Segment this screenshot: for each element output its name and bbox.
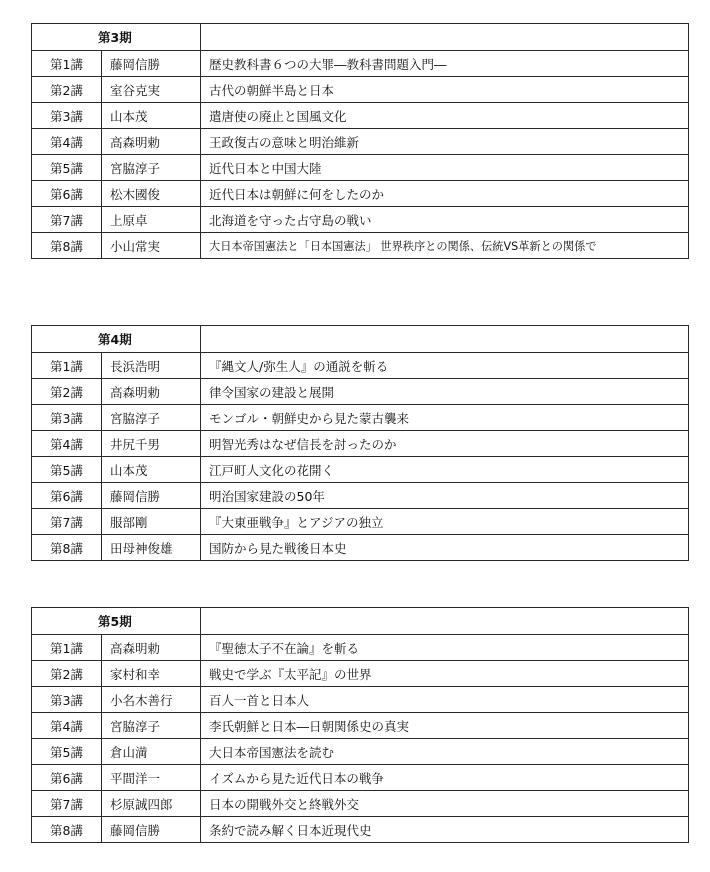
lecturer-name: 小名木善行 bbox=[102, 687, 201, 713]
lecture-number: 第6講 bbox=[32, 765, 102, 791]
lecture-number: 第8講 bbox=[32, 535, 102, 561]
lecture-title: 日本の開戦外交と終戦外交 bbox=[201, 791, 689, 817]
lecture-title: 『聖徳太子不在論』を斬る bbox=[201, 635, 689, 661]
lecturer-name: 小山常実 bbox=[102, 233, 201, 259]
table-row bbox=[32, 817, 689, 843]
lecture-title: 遣唐使の廃止と国風文化 bbox=[201, 103, 689, 129]
header-empty-cell bbox=[201, 608, 689, 635]
lecture-table-term-3 bbox=[31, 23, 689, 259]
lecturer-name: 上原卓 bbox=[102, 207, 201, 233]
table-row bbox=[32, 431, 689, 457]
lecture-number: 第1講 bbox=[32, 51, 102, 77]
lecture-number: 第1講 bbox=[32, 635, 102, 661]
lecture-number: 第8講 bbox=[32, 233, 102, 259]
table-row bbox=[32, 103, 689, 129]
lecturer-name: 室谷克実 bbox=[102, 77, 201, 103]
lecture-number: 第2講 bbox=[32, 661, 102, 687]
lecturer-name: 平間洋一 bbox=[102, 765, 201, 791]
table-row bbox=[32, 687, 689, 713]
lecture-title: 明治国家建設の50年 bbox=[201, 483, 689, 509]
table-row bbox=[32, 51, 689, 77]
period-heading: 第4期 bbox=[32, 326, 201, 353]
lecture-number: 第6講 bbox=[32, 181, 102, 207]
lecture-title: 『縄文人/弥生人』の通説を斬る bbox=[201, 353, 689, 379]
table-header-row bbox=[32, 24, 689, 51]
lecture-title: イズムから見た近代日本の戦争 bbox=[201, 765, 689, 791]
period-heading: 第3期 bbox=[32, 24, 201, 51]
lecture-number: 第3講 bbox=[32, 405, 102, 431]
lecturer-name: 井尻千男 bbox=[102, 431, 201, 457]
lecture-number: 第2講 bbox=[32, 379, 102, 405]
table-row bbox=[32, 181, 689, 207]
table-row bbox=[32, 713, 689, 739]
lecturer-name: 山本茂 bbox=[102, 457, 201, 483]
lecture-number: 第7講 bbox=[32, 791, 102, 817]
lecturer-name: 宮脇淳子 bbox=[102, 405, 201, 431]
lecture-title: 条約で読み解く日本近現代史 bbox=[201, 817, 689, 843]
lecture-number: 第8講 bbox=[32, 817, 102, 843]
table-row bbox=[32, 535, 689, 561]
table-row bbox=[32, 155, 689, 181]
lecture-title: 大日本帝国憲法と「日本国憲法」 世界秩序との関係、伝統VS革新との関係で bbox=[201, 233, 689, 259]
lecture-title: 近代日本と中国大陸 bbox=[201, 155, 689, 181]
lecturer-name: 山本茂 bbox=[102, 103, 201, 129]
lecturer-name: 田母神俊雄 bbox=[102, 535, 201, 561]
lecture-number: 第6講 bbox=[32, 483, 102, 509]
header-empty-cell bbox=[201, 24, 689, 51]
period-heading: 第5期 bbox=[32, 608, 201, 635]
lecture-number: 第4講 bbox=[32, 129, 102, 155]
table-row bbox=[32, 207, 689, 233]
table-header-row bbox=[32, 326, 689, 353]
lecture-title: 歴史教科書６つの大罪―教科書問題入門― bbox=[201, 51, 689, 77]
table-row bbox=[32, 765, 689, 791]
lecture-number: 第5講 bbox=[32, 739, 102, 765]
lecture-number: 第7講 bbox=[32, 207, 102, 233]
lecture-title: 北海道を守った占守島の戦い bbox=[201, 207, 689, 233]
table-row bbox=[32, 791, 689, 817]
table-row bbox=[32, 77, 689, 103]
lecture-title: 大日本帝国憲法を読む bbox=[201, 739, 689, 765]
table-row bbox=[32, 661, 689, 687]
lecturer-name: 宮脇淳子 bbox=[102, 155, 201, 181]
table-row bbox=[32, 457, 689, 483]
table-header-row bbox=[32, 608, 689, 635]
lecture-title: 王政復古の意味と明治維新 bbox=[201, 129, 689, 155]
table-row bbox=[32, 509, 689, 535]
header-empty-cell bbox=[201, 326, 689, 353]
lecture-title: 江戸町人文化の花開く bbox=[201, 457, 689, 483]
lecturer-name: 高森明勅 bbox=[102, 129, 201, 155]
table-row bbox=[32, 635, 689, 661]
lecturer-name: 宮脇淳子 bbox=[102, 713, 201, 739]
lecture-title: モンゴル・朝鮮史から見た蒙古襲来 bbox=[201, 405, 689, 431]
lecturer-name: 松木國俊 bbox=[102, 181, 201, 207]
table-row bbox=[32, 129, 689, 155]
lecture-number: 第4講 bbox=[32, 713, 102, 739]
table-row bbox=[32, 483, 689, 509]
lecture-title: 近代日本は朝鮮に何をしたのか bbox=[201, 181, 689, 207]
lecturer-name: 倉山満 bbox=[102, 739, 201, 765]
lecture-title: 百人一首と日本人 bbox=[201, 687, 689, 713]
lecturer-name: 家村和幸 bbox=[102, 661, 201, 687]
lecture-number: 第3講 bbox=[32, 103, 102, 129]
lecture-number: 第3講 bbox=[32, 687, 102, 713]
lecturer-name: 藤岡信勝 bbox=[102, 51, 201, 77]
lecture-title: 明智光秀はなぜ信長を討ったのか bbox=[201, 431, 689, 457]
table-row bbox=[32, 233, 689, 259]
lecturer-name: 服部剛 bbox=[102, 509, 201, 535]
lecture-title: 国防から見た戦後日本史 bbox=[201, 535, 689, 561]
lecture-title: 古代の朝鮮半島と日本 bbox=[201, 77, 689, 103]
table-row bbox=[32, 405, 689, 431]
lecture-number: 第1講 bbox=[32, 353, 102, 379]
lecture-title: 戦史で学ぶ『太平記』の世界 bbox=[201, 661, 689, 687]
lecture-number: 第5講 bbox=[32, 457, 102, 483]
lecturer-name: 杉原誠四郎 bbox=[102, 791, 201, 817]
lecturer-name: 高森明勅 bbox=[102, 379, 201, 405]
lecture-title: 『大東亜戦争』とアジアの独立 bbox=[201, 509, 689, 535]
lecture-number: 第5講 bbox=[32, 155, 102, 181]
lecture-number: 第7講 bbox=[32, 509, 102, 535]
table-row bbox=[32, 739, 689, 765]
table-row bbox=[32, 379, 689, 405]
lecture-table-term-4 bbox=[31, 325, 689, 561]
lecturer-name: 高森明勅 bbox=[102, 635, 201, 661]
lecturer-name: 藤岡信勝 bbox=[102, 817, 201, 843]
lecture-title: 李氏朝鮮と日本―日朝関係史の真実 bbox=[201, 713, 689, 739]
lecture-table-term-5 bbox=[31, 607, 689, 843]
lecture-number: 第4講 bbox=[32, 431, 102, 457]
lecture-title: 律令国家の建設と展開 bbox=[201, 379, 689, 405]
table-row bbox=[32, 353, 689, 379]
lecturer-name: 藤岡信勝 bbox=[102, 483, 201, 509]
lecture-number: 第2講 bbox=[32, 77, 102, 103]
lecturer-name: 長浜浩明 bbox=[102, 353, 201, 379]
